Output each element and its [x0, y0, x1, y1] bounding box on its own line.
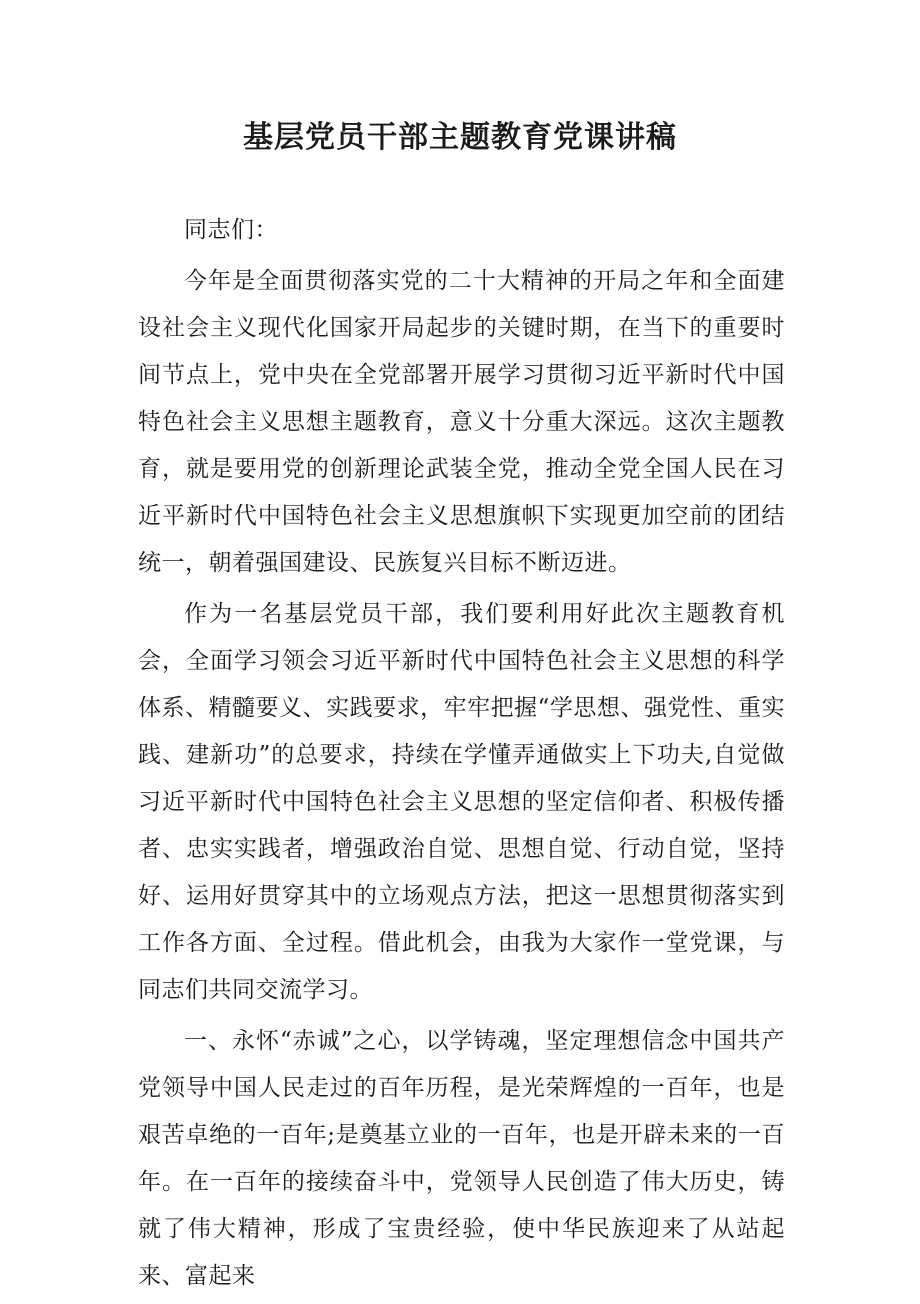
- document-title: 基层党员干部主题教育党课讲稿: [243, 120, 677, 155]
- salutation: 同志们：: [184, 217, 278, 243]
- paragraph-role: 作为一名基层党员干部，我们要利用好此次主题教育机会，全面学习领会习近平新时代中国特色社会主义思想的科学体系、精髓要义、实践要求，牢牢把握“学思想、强党性、重实践、建新功”的总要求，持续在学懂弄通做实上下功夫,自觉做习近平新时代中国特色社会主义思想的坚定信仰者、积极传播者、忠实实践者，增强政治自觉、思想自觉、行动自觉，坚持好、运用好贯穿其中的立场观点方法，把这一思想贯彻落实到工作各方面、全过程。借此机会，由我为大家作一堂党课，与同志们共同交流学习。: [138, 601, 785, 1003]
- document-body: [138, 207, 785, 1304]
- paragraph-section-one: 一、永怀“赤诚”之心，以学铸魂，坚定理想信念中国共产党领导中国人民走过的百年历程，是光荣辉煌的一百年，也是艰苦卓绝的一百年;是奠基立业的一百年，也是开辟未来的一百年。在一百年的接续奋斗中，党领导人民创造了伟大历史，铸就了伟大精神，形成了宝贵经验，使中华民族迎来了从站起来、富起来: [138, 1028, 785, 1289]
- paragraph-intro: 今年是全面贯彻落实党的二十大精神的开局之年和全面建设社会主义现代化国家开局起步的关键时期，在当下的重要时间节点上，党中央在全党部署开展学习贯彻习近平新时代中国特色社会主义思想主题教育，意义十分重大深远。这次主题教育，就是要用党的创新理论武装全党，推动全党全国人民在习近平新时代中国特色社会主义思想旗帜下实现更加空前的团结统一，朝着强国建设、民族复兴目标不断迈进。: [138, 268, 785, 576]
